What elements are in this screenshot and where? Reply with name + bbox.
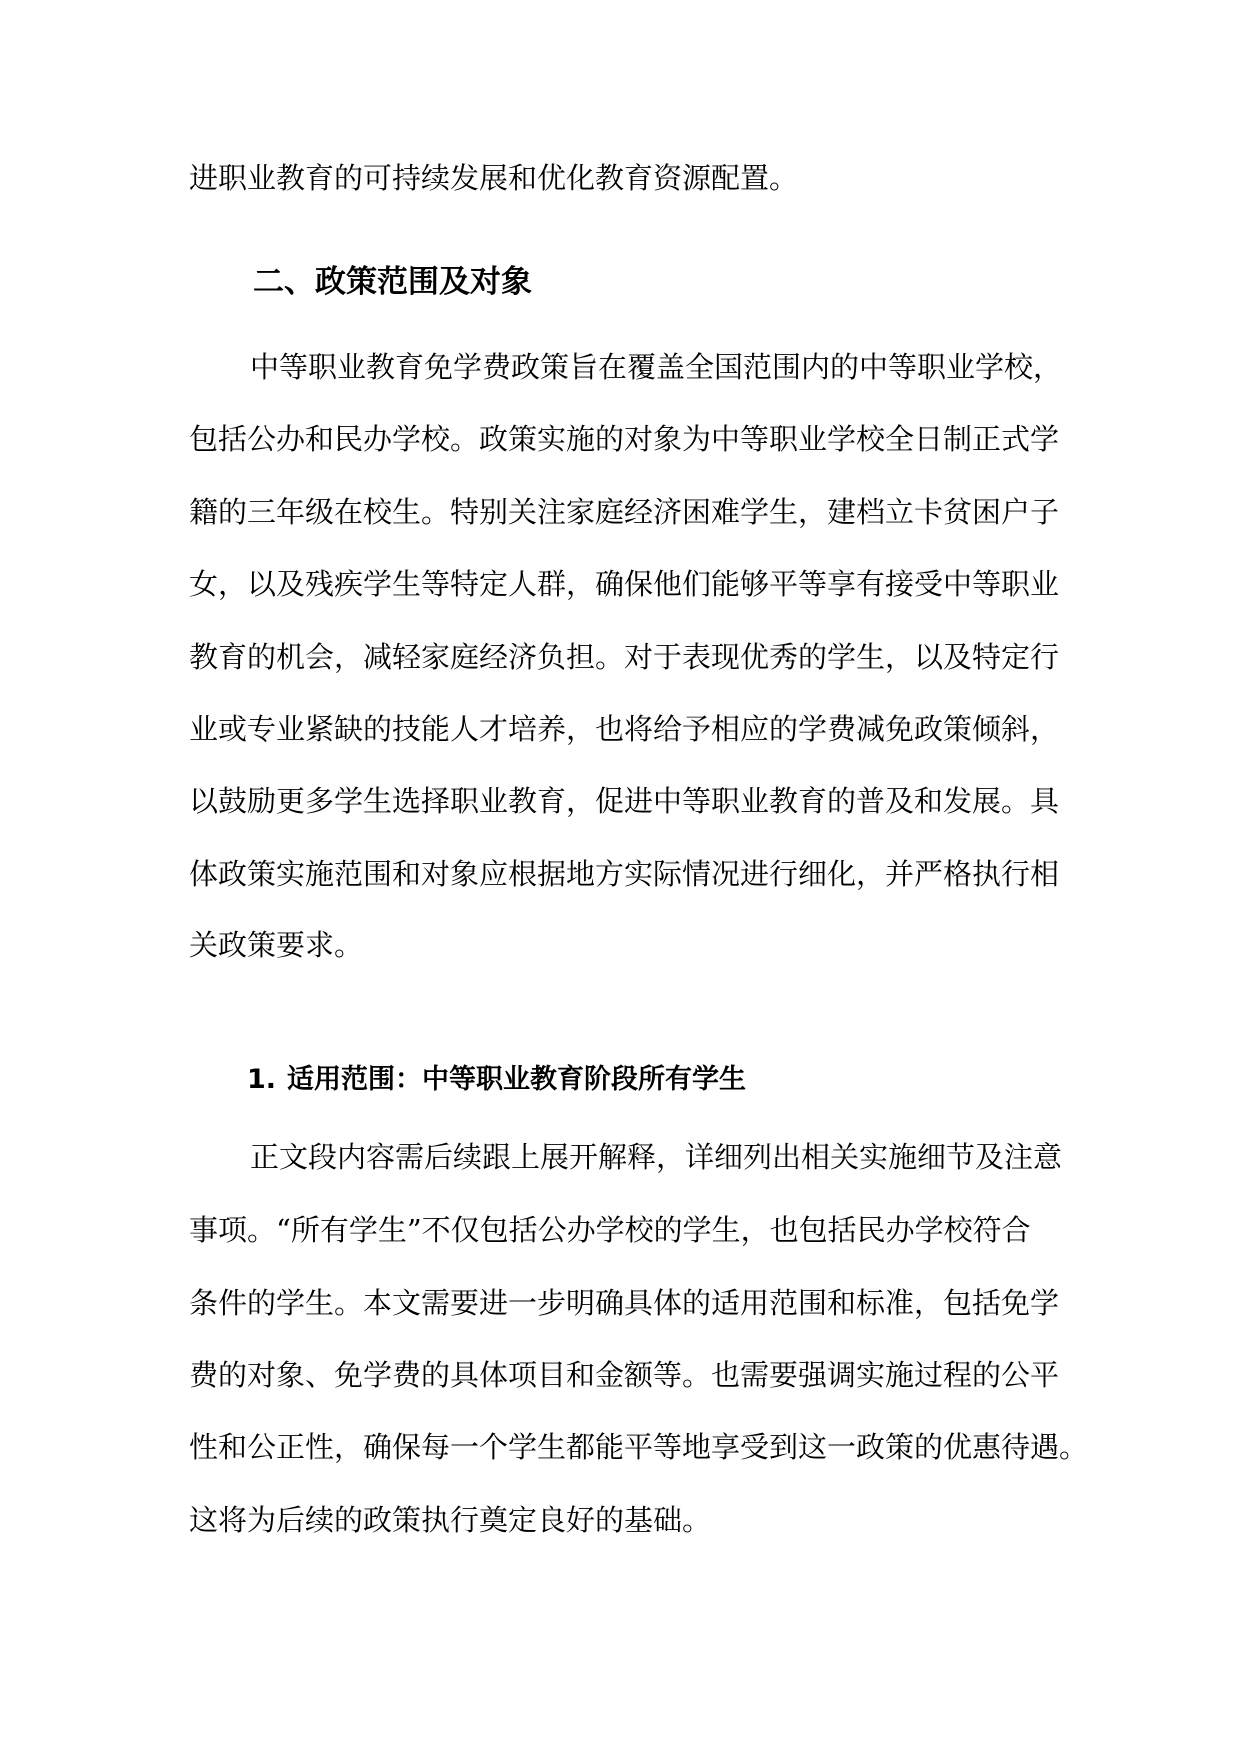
subsection-title: 适用范围：中等职业教育阶段所有学生 [287,1064,746,1095]
paragraph-line: 事项。“所有学生”不仅包括公办学校的学生，也包括民办学校符合 [189,1213,1031,1247]
paragraph-line: 条件的学生。本文需要进一步明确具体的适用范围和标准，包括免学 [189,1286,1060,1320]
paragraph-line: 以鼓励更多学生选择职业教育，促进中等职业教育的普及和发展。具 [189,784,1060,818]
paragraph-line: 费的对象、免学费的具体项目和金额等。也需要强调实施过程的公平 [189,1358,1060,1392]
paragraph-line: 籍的三年级在校生。特别关注家庭经济困难学生，建档立卡贫困户子 [189,495,1060,529]
paragraph-line: 进职业教育的可持续发展和优化教育资源配置。 [189,161,799,195]
paragraph-line: 关政策要求。 [189,928,364,962]
paragraph-line: 正文段内容需后续跟上展开解释，详细列出相关实施细节及注意 [250,1140,1063,1174]
subsection-heading [247,1060,746,1100]
paragraph-line: 这将为后续的政策执行奠定良好的基础。 [189,1503,712,1537]
section-heading: 二、政策范围及对象 [253,264,532,300]
subsection-number: 1. [247,1064,277,1095]
paragraph-line: 教育的机会，减轻家庭经济负担。对于表现优秀的学生，以及特定行 [189,640,1060,674]
paragraph-line: 包括公办和民办学校。政策实施的对象为中等职业学校全日制正式学 [189,422,1060,456]
paragraph-line: 中等职业教育免学费政策旨在覆盖全国范围内的中等职业学校， [250,350,1063,384]
paragraph-line: 性和公正性，确保每一个学生都能平等地享受到这一政策的优惠待遇。 [189,1430,1089,1464]
paragraph-line: 女，以及残疾学生等特定人群，确保他们能够平等享有接受中等职业 [189,567,1060,601]
paragraph-line: 体政策实施范围和对象应根据地方实际情况进行细化，并严格执行相 [189,857,1060,891]
paragraph-line: 业或专业紧缺的技能人才培养，也将给予相应的学费减免政策倾斜， [189,712,1060,746]
